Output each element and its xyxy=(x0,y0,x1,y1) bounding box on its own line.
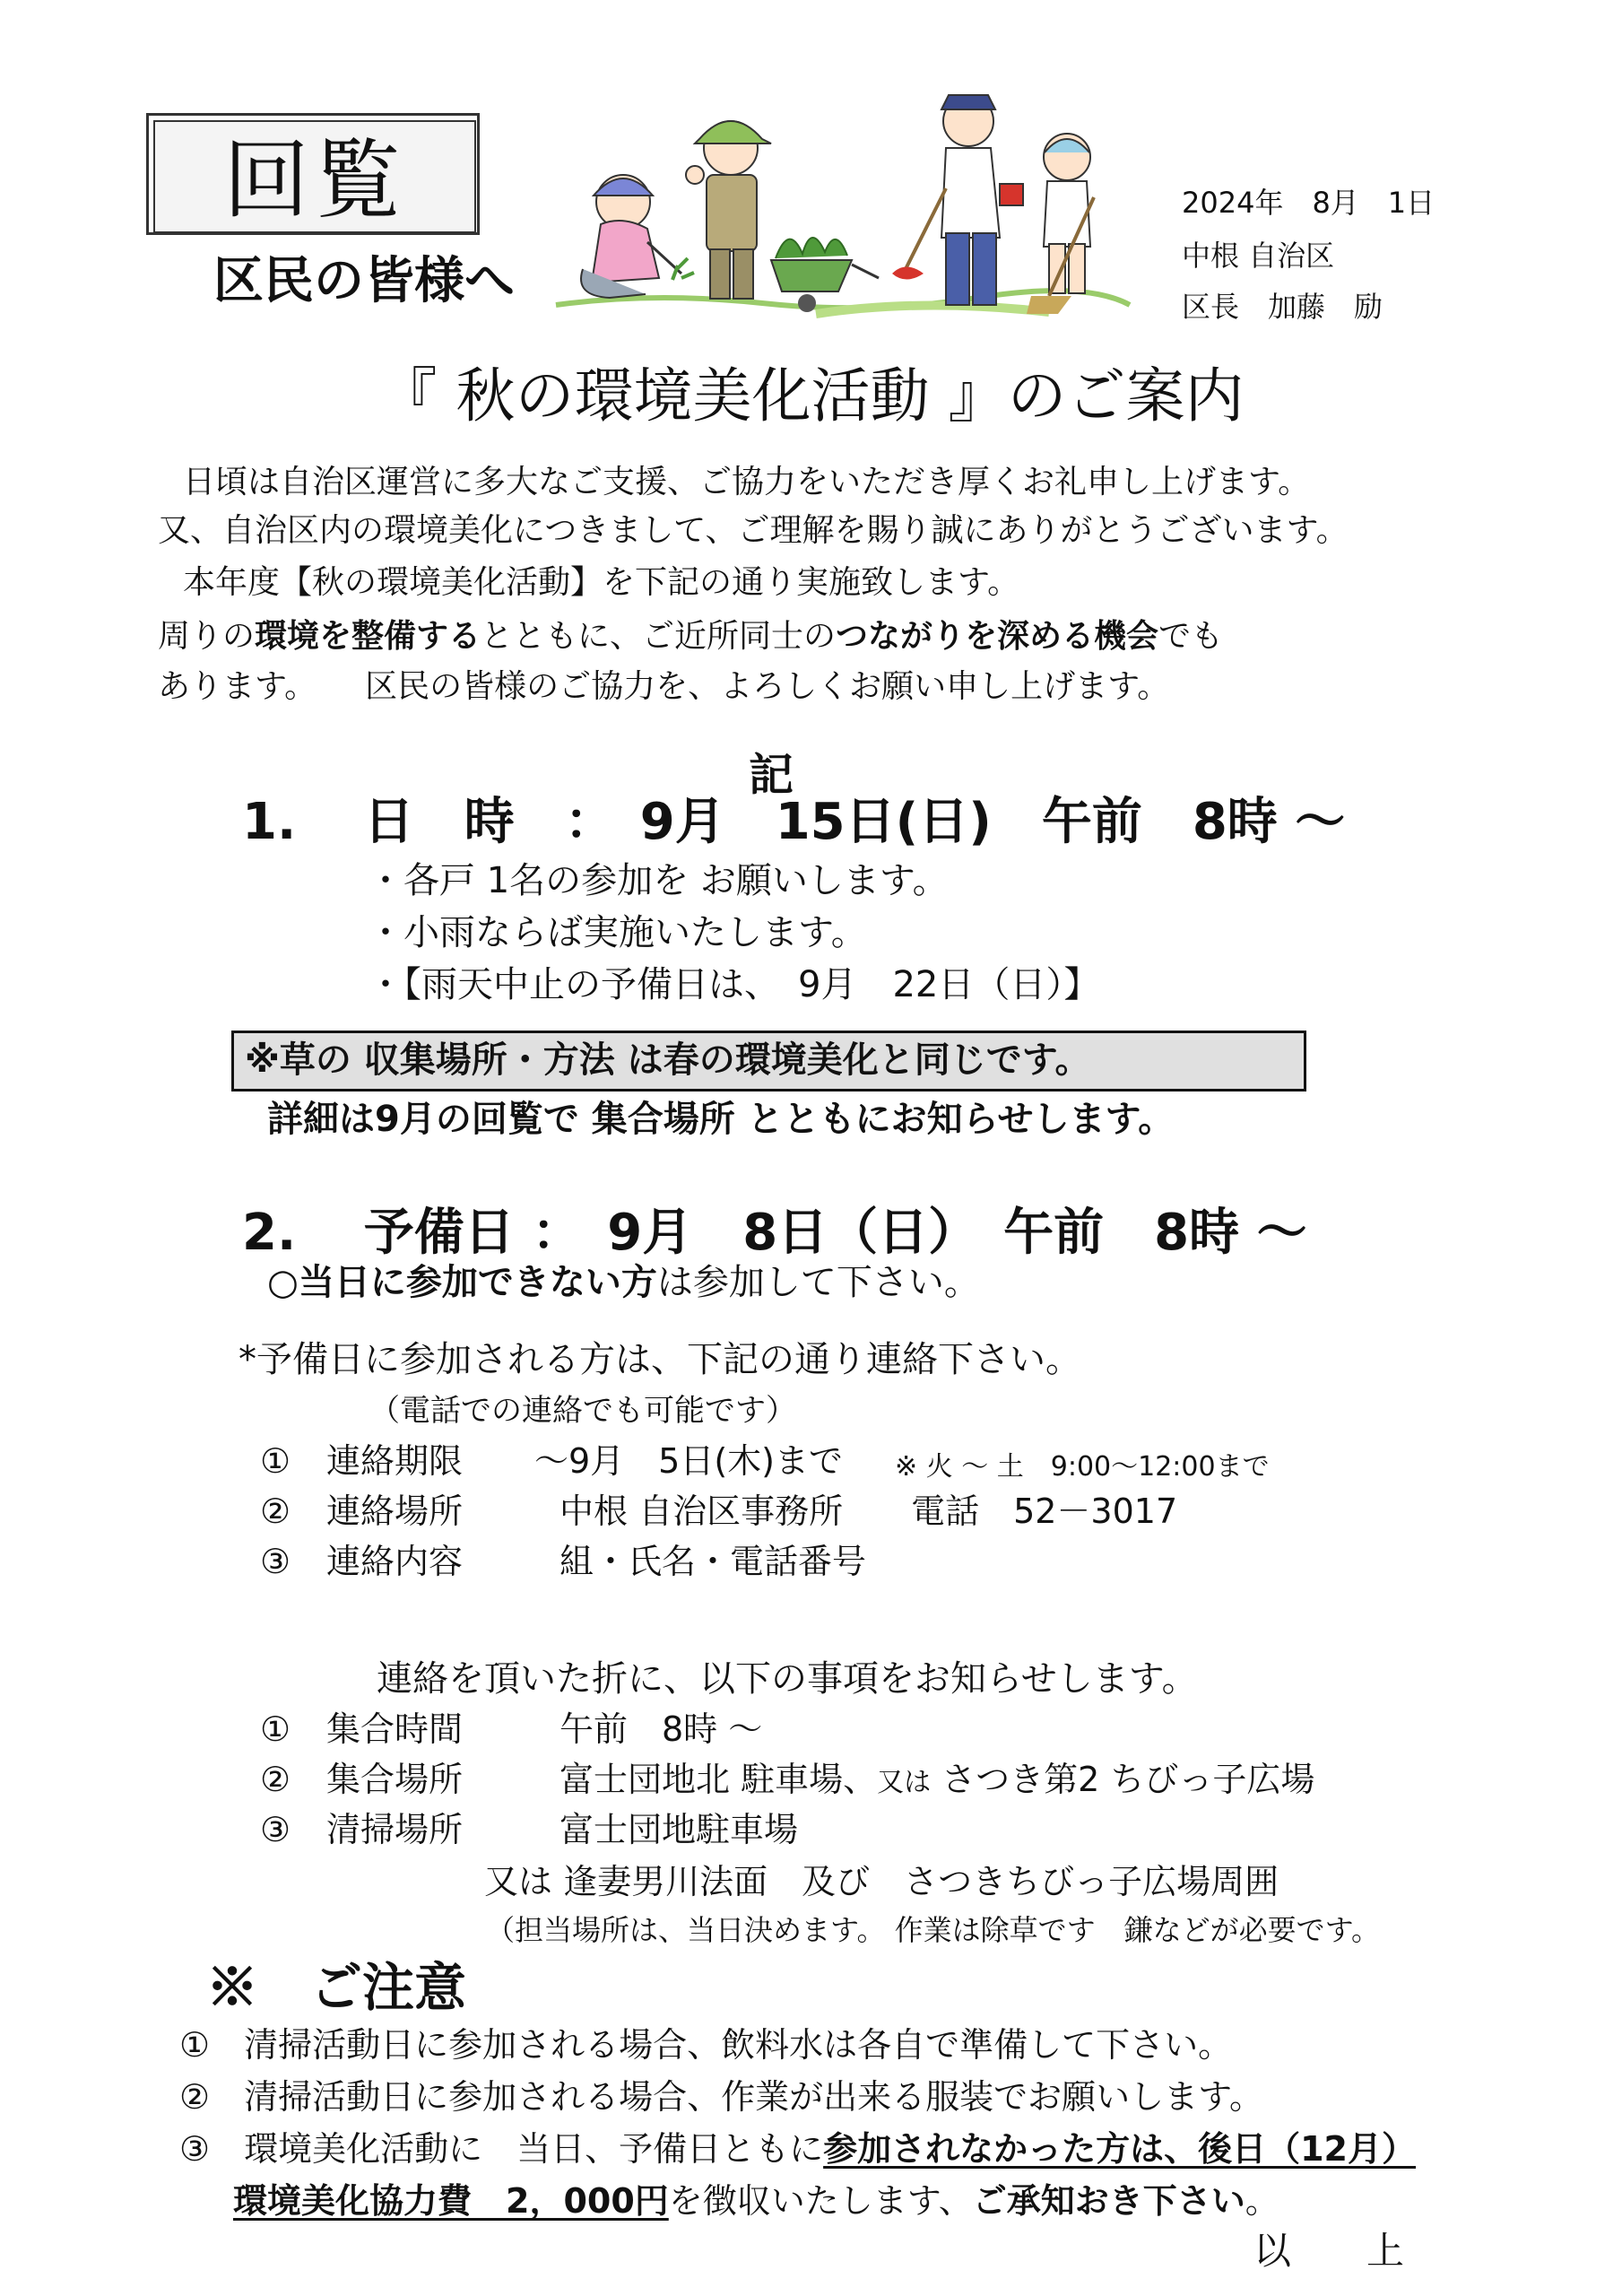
inform-intro: 連絡を頂いた折に、以下の事項をお知らせします。 xyxy=(377,1658,1198,1700)
inform-extra-location: 又は 逢妻男川法面 及び さつきちびっ子広場周囲 xyxy=(484,1862,1279,1901)
intro-line-4 xyxy=(158,615,1223,658)
section-1-heading: 1. 日 時 ： 9月 15日(日) 午前 8時 ～ xyxy=(242,793,1346,851)
caution-item-3-text-d: を徴収いたします、 xyxy=(668,2181,973,2221)
collection-notice-text: ※草の 収集場所・方法 は春の環境美化と同じです。 xyxy=(245,1039,1091,1081)
section-2-note xyxy=(267,1259,980,1306)
inform-note: （担当場所は、当日決めます。 作業は除草です 鎌などが必要です。 xyxy=(486,1913,1381,1947)
section-1-bullet-2: ・小雨ならば実施いたします。 xyxy=(368,912,867,953)
caution-item-1-number: ① xyxy=(179,2025,211,2065)
contact-intro: *予備日に参加される方は、下記の通り連絡下さい。 xyxy=(239,1339,1081,1380)
kneeling-child-figure xyxy=(581,175,694,298)
contact-item-1-value: ～9月 5日(木)まで xyxy=(534,1441,844,1481)
inform-item-3-label: 清掃場所 xyxy=(326,1810,464,1849)
inform-item-3-value: 富士団地駐車場 xyxy=(559,1810,799,1849)
inform-item-2-value-tail: さつき第2 ちびっ子広場 xyxy=(931,1760,1315,1799)
section-1-bullet-3: ・【雨天中止の予備日は、 9月 22日（日）】 xyxy=(368,964,1100,1005)
contact-item-3-number: ③ xyxy=(260,1542,291,1581)
caution-item-2-number: ② xyxy=(179,2077,211,2117)
intro-line-2: 又、自治区内の環境美化につきまして、ご理解を賜り誠にありがとうございます。 xyxy=(158,512,1349,549)
section-1-bullet-1: ・各戸 1名の参加を お願いします。 xyxy=(368,860,949,901)
intro-emphasis-connection: つながりを深める機会 xyxy=(836,618,1159,655)
caution-item-2-text: 清掃活動日に参加される場合、作業が出来る服装でお願いします。 xyxy=(244,2077,1264,2117)
caution-item-3 xyxy=(179,2126,1416,2172)
organization-name: 中根 自治区 xyxy=(1182,239,1335,273)
intro-line-4-part-c: とともに、ご近所同士の xyxy=(481,618,837,655)
intro-line-4-part-a: 周りの xyxy=(158,618,256,655)
caution-item-1-text: 清掃活動日に参加される場合、飲料水は各自で準備して下さい。 xyxy=(244,2025,1233,2065)
inform-item-2-value xyxy=(559,1756,1314,1806)
contact-item-3-value: 組・氏名・電話番号 xyxy=(559,1542,867,1581)
section-2-note-emphasis: ○当日に参加できない方 xyxy=(267,1262,657,1303)
circular-stamp xyxy=(153,120,476,233)
boy-with-broom-figure xyxy=(1027,134,1094,314)
caution-item-3-period: 。 xyxy=(1245,2181,1279,2221)
caution-item-1 xyxy=(179,2022,1232,2068)
collection-notice-box xyxy=(231,1031,1306,1091)
man-with-rake-figure xyxy=(892,95,1023,305)
intro-line-1: 日頃は自治区運営に多大なご支援、ご協力をいただき厚くお礼申し上げます。 xyxy=(183,464,1311,500)
man-thumbs-up-figure xyxy=(686,121,771,299)
inform-item-2-number: ② xyxy=(260,1760,291,1799)
inform-item-1-number: ① xyxy=(260,1709,291,1749)
end-mark: 以 上 xyxy=(1253,2229,1405,2273)
greeting: 区民の皆様へ xyxy=(213,251,515,310)
document-title: 『 秋の環境美化活動 』のご案内 xyxy=(377,361,1245,430)
volunteers-illustration xyxy=(547,90,1139,330)
caution-item-3-number: ③ xyxy=(179,2129,211,2169)
caution-item-2 xyxy=(179,2074,1263,2120)
wheelbarrow xyxy=(771,238,879,312)
inform-item-1-label: 集合時間 xyxy=(326,1709,464,1749)
inform-item-2-value-or: 又は xyxy=(877,1767,932,1798)
inform-item-1-value: 午前 8時 ～ xyxy=(559,1709,763,1749)
circular-label: 回覧 xyxy=(223,130,406,230)
contact-item-1-label: 連絡期限 xyxy=(326,1441,464,1481)
inform-item-2-label: 集合場所 xyxy=(326,1760,464,1799)
cooperation-fee: 環境美化協力費 2，000円 xyxy=(233,2181,669,2221)
caution-item-3-text-a: 環境美化活動に 当日、予備日ともに xyxy=(244,2129,824,2169)
contact-item-2-value: 中根 自治区事務所 電話 52－3017 xyxy=(559,1492,1178,1531)
contact-item-3-label: 連絡内容 xyxy=(326,1542,464,1581)
intro-line-3: 本年度【秋の環境美化活動】を下記の通り実施致します。 xyxy=(183,564,1020,601)
caution-item-3-emphasis: 参加されなかった方は、後日（12月） xyxy=(823,2129,1416,2169)
chief-name: 区長 加藤 励 xyxy=(1182,290,1383,324)
caution-heading: ※ ご注意 xyxy=(206,1957,467,2018)
contact-item-2-number: ② xyxy=(260,1492,291,1531)
section-2-heading: 2. 予備日 ： 9月 8日（日） 午前 8時 ～ xyxy=(242,1204,1307,1262)
contact-item-1-extra: ※ 火 ～ 土 9:00～12:00まで xyxy=(895,1451,1270,1483)
caution-item-3-continuation xyxy=(233,2178,1279,2224)
contact-item-1-number: ① xyxy=(260,1441,291,1481)
section-2-note-rest: は参加して下さい。 xyxy=(656,1262,980,1303)
caution-item-3-acknowledge: ご承知おき下さい xyxy=(972,2181,1245,2221)
intro-emphasis-environment: 環境を整備する xyxy=(255,618,481,655)
contact-item-2-label: 連絡場所 xyxy=(326,1492,464,1531)
issue-date: 2024年 8月 1日 xyxy=(1182,186,1436,220)
inform-item-2-value-main: 富士団地北 駐車場、 xyxy=(559,1760,878,1799)
contact-paren: （電話での連絡でも可能です） xyxy=(369,1393,796,1429)
inform-item-3-number: ③ xyxy=(260,1810,291,1849)
ki-mark: 記 xyxy=(749,748,794,801)
intro-line-5: あります。 区民の皆様のご協力を、よろしくお願い申し上げます。 xyxy=(158,668,1170,705)
section-1-detail: 詳細は9月の回覧で 集合場所 とともにお知らせします。 xyxy=(267,1099,1175,1140)
intro-line-4-part-e: でも xyxy=(1158,618,1224,655)
